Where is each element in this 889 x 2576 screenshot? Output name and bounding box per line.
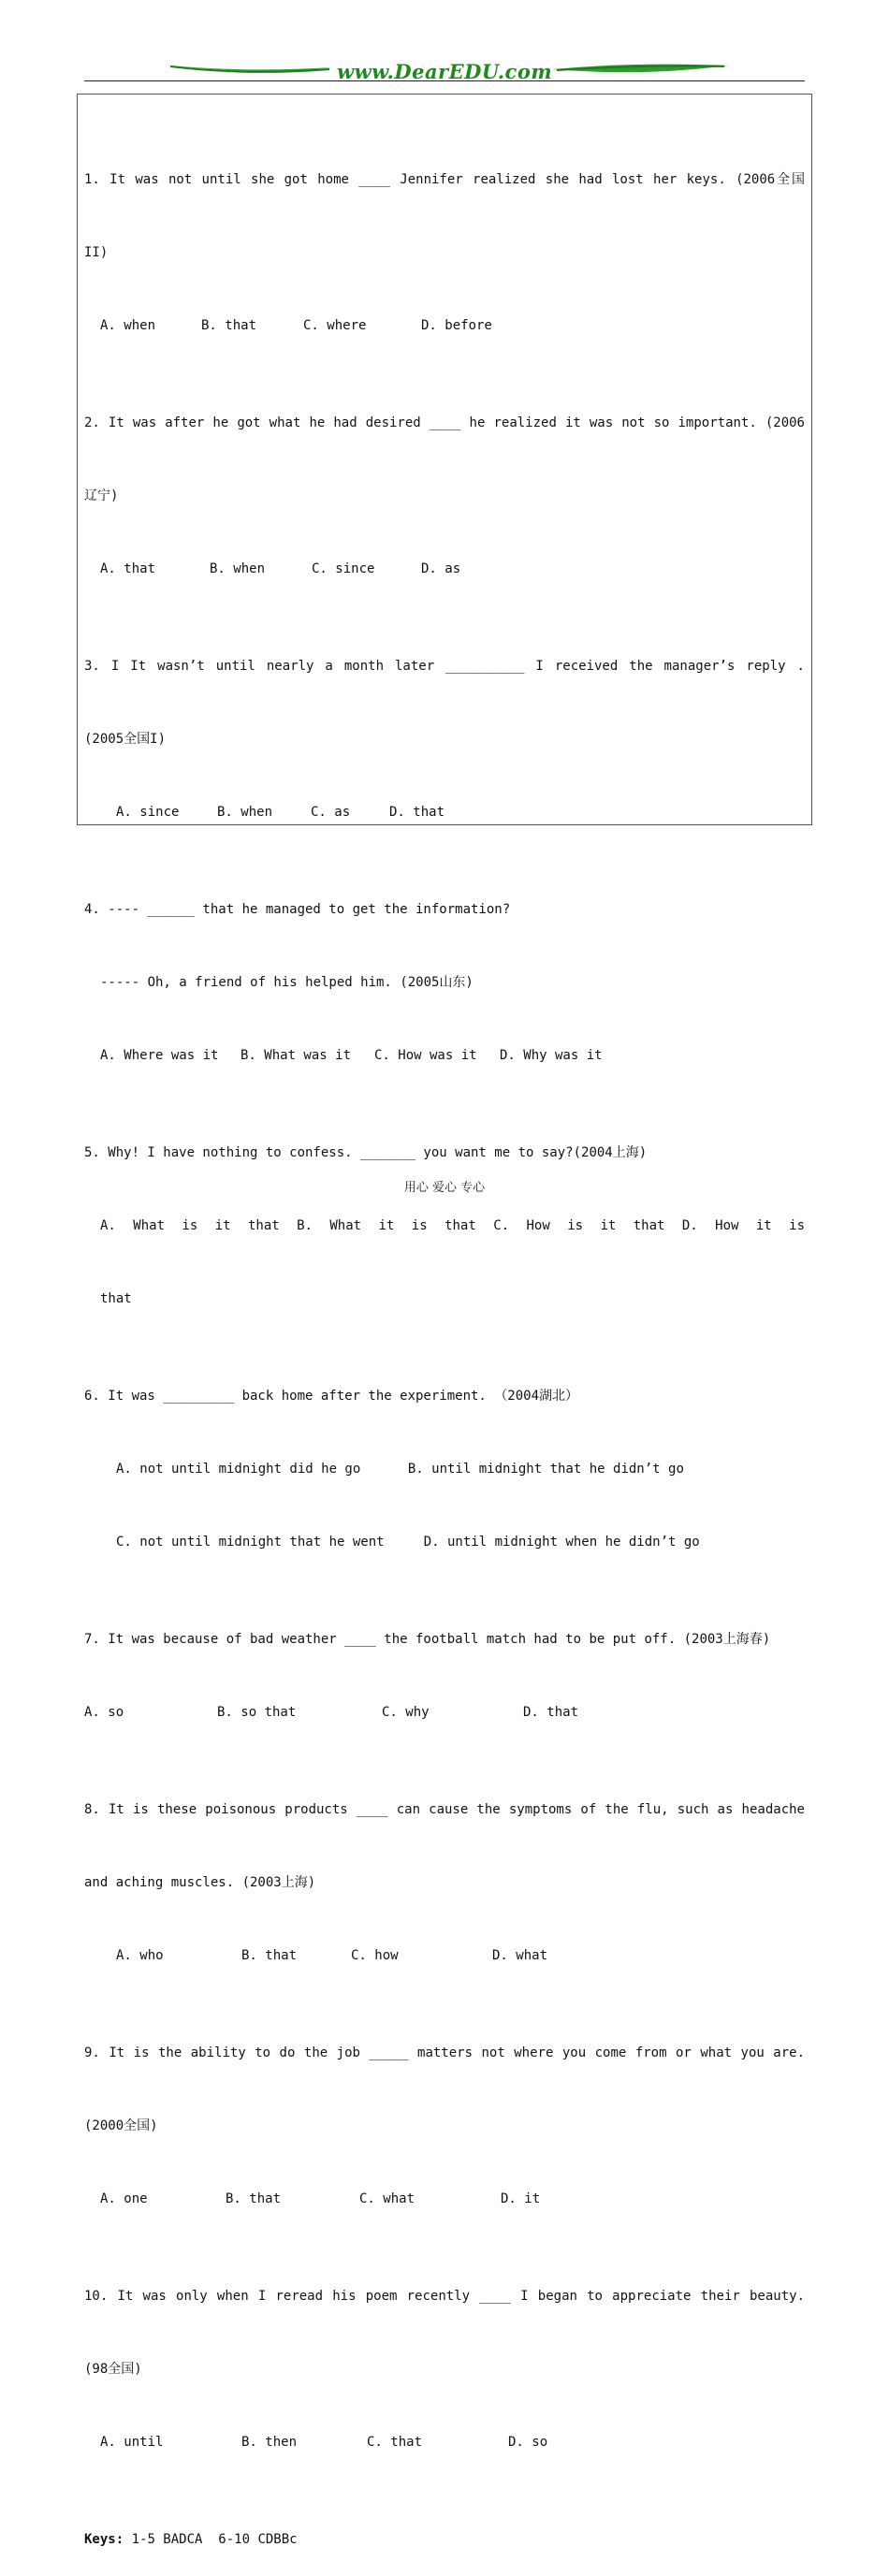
question-3-stem: 3. I It wasn’t until nearly a month later __________ I received the manager’s reply . — [84, 659, 805, 674]
question-4-stem-cont: ----- Oh, a friend of his helped him. (2005山东) — [100, 975, 474, 990]
option-c: C. why — [382, 1705, 430, 1720]
option-c: C. since — [312, 561, 375, 576]
question-9-stem-cont: (2000全国) — [84, 2118, 158, 2133]
question-list — [84, 95, 805, 2576]
option-d: D. it — [501, 2191, 541, 2206]
question-7-options — [84, 1700, 805, 1725]
question-1-stem: 1. It was not until she got home ____ Jennifer realized she had lost her keys. (2006全国 — [84, 172, 805, 187]
question-4-options — [84, 1043, 805, 1068]
option-d: D. before — [421, 318, 492, 333]
page-footer: 用心 爱心 专心 — [403, 1181, 486, 1195]
option-c: C. that — [367, 2435, 423, 2450]
question-3-stem-cont: (2005全国I) — [84, 732, 167, 747]
option-b: B. when — [217, 805, 273, 820]
option-c: C. where — [303, 318, 367, 333]
option-a: A. that — [100, 561, 156, 576]
option-b: B. that — [201, 318, 257, 333]
option-d: D. as — [421, 561, 461, 576]
option-a: A. who — [116, 1948, 164, 1963]
option-b: B. then — [241, 2435, 298, 2450]
option-a: A. when — [100, 318, 156, 333]
option-a: A. since — [116, 805, 180, 820]
option-b: B. that — [241, 1948, 298, 1963]
answer-keys-label: Keys: — [84, 2532, 124, 2547]
option-d: D. what — [492, 1948, 548, 1963]
question-2-stem: 2. It was after he got what he had desired ____ he realized it was not so important. (2006 — [84, 415, 805, 430]
question-6-stem: 6. It was _________ back home after the experiment. （2004湖北） — [84, 1389, 579, 1404]
question-8-stem-cont: and aching muscles. (2003上海) — [84, 1875, 316, 1890]
site-logo-text: www.DearEDU.com — [336, 60, 553, 83]
option-b: B. when — [210, 561, 266, 576]
option-a: A. so — [84, 1705, 124, 1720]
answer-keys — [84, 2527, 805, 2552]
question-7-stem: 7. It was because of bad weather ____ the football match had to be put off. (2003上海春) — [84, 1632, 771, 1647]
question-3-options — [84, 800, 805, 824]
option-a: A. until — [100, 2435, 164, 2450]
question-8-stem: 8. It is these poisonous products ____ can cause the symptoms of the flu, such as headache — [84, 1802, 805, 1817]
question-5-options-cont: that — [100, 1291, 132, 1306]
option-a: A. one — [100, 2191, 148, 2206]
question-6-options-cd: C. not until midnight that he went D. until midnight when he didn’t go — [116, 1535, 700, 1550]
question-2-stem-cont: 辽宁) — [84, 488, 119, 503]
question-10-options — [84, 2430, 805, 2454]
question-10-stem-cont: (98全国) — [84, 2362, 142, 2377]
option-d: D. Why was it — [500, 1048, 603, 1063]
header-divider — [84, 80, 805, 81]
option-d: D. so — [508, 2435, 548, 2450]
question-9-stem: 9. It is the ability to do the job _____ matters not where you come from or what you are. — [84, 2045, 805, 2060]
question-1-stem-cont: II) — [84, 245, 109, 260]
option-d: D. that — [389, 805, 445, 820]
question-1-options — [84, 313, 805, 338]
option-b: B. that — [226, 2191, 282, 2206]
answer-keys-value: 1-5 BADCA 6-10 CDBBc — [124, 2532, 298, 2547]
question-10-stem: 10. It was only when I reread his poem recently ____ I began to appreciate their beauty. — [84, 2289, 805, 2304]
option-c: C. how — [351, 1948, 399, 1963]
question-5-options: A. What is it that B. What it is that C. How is it that D. How it is — [100, 1218, 805, 1233]
question-4-stem: 4. ---- ______ that he managed to get the information? — [84, 902, 511, 917]
question-8-options — [84, 1943, 805, 1968]
option-b: B. so that — [217, 1705, 297, 1720]
option-c: C. what — [359, 2191, 415, 2206]
page-header — [84, 56, 805, 82]
option-a: A. Where was it — [100, 1048, 219, 1063]
option-c: C. as — [311, 805, 351, 820]
question-2-options — [84, 557, 805, 581]
option-b: B. What was it — [240, 1048, 352, 1063]
option-d: D. that — [523, 1705, 579, 1720]
option-c: C. How was it — [374, 1048, 477, 1063]
question-6-options-ab: A. not until midnight did he go B. until midnight that he didn’t go — [116, 1462, 684, 1477]
question-9-options — [84, 2187, 805, 2211]
question-5-stem: 5. Why! I have nothing to confess. _______ you want me to say?(2004上海) — [84, 1145, 648, 1160]
